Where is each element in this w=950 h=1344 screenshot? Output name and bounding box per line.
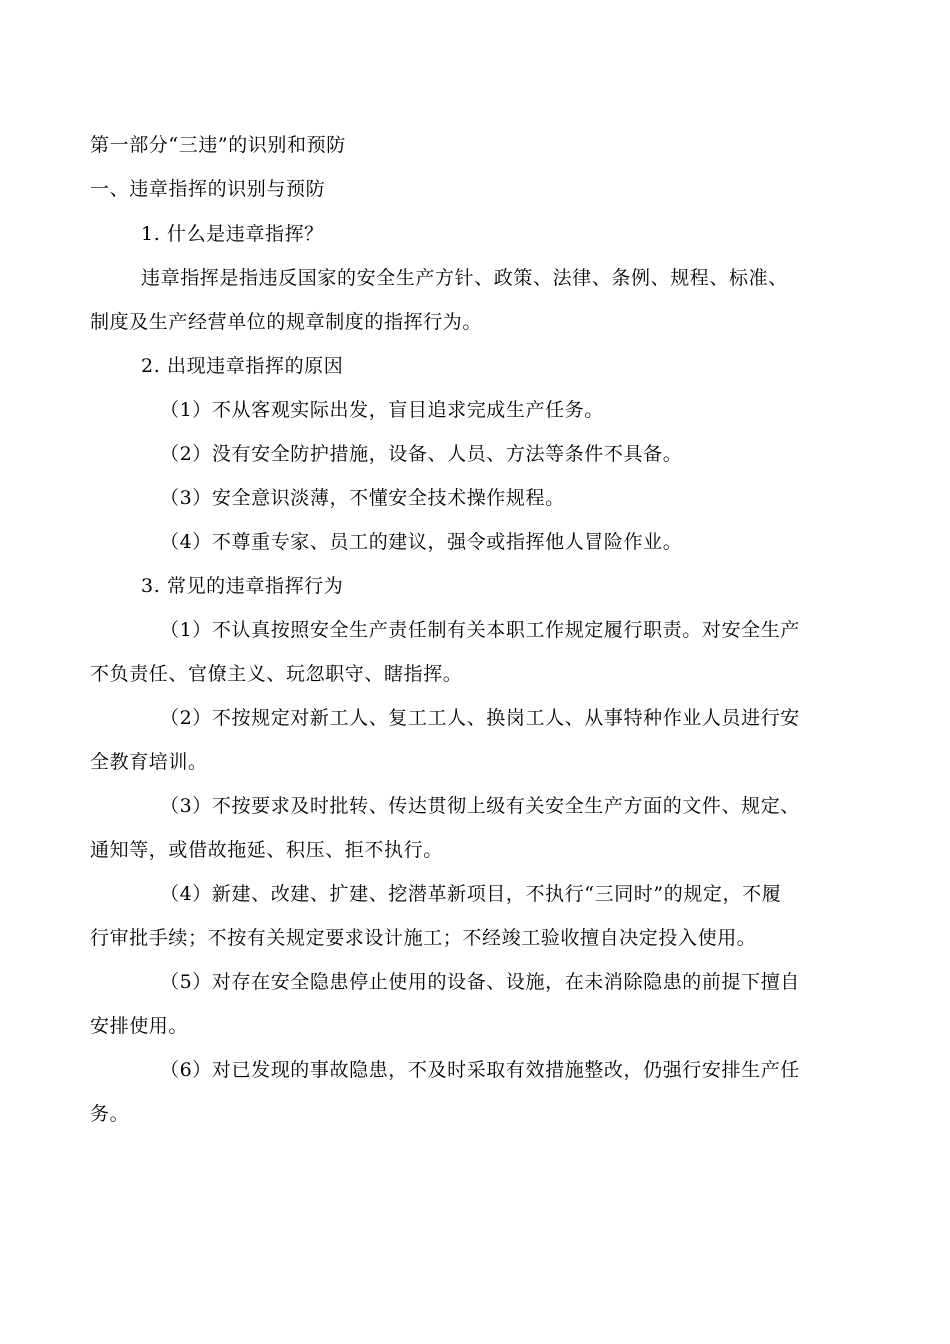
q1-definition-line1: 违章指挥是指违反国家的安全生产方针、政策、法律、条例、规程、标准、 [141, 267, 788, 289]
q3-item-2-line1: （2）不按规定对新工人、复工工人、换岗工人、从事特种作业人员进行安 [160, 707, 800, 729]
q3-heading: 3. 常见的违章指挥行为 [141, 575, 344, 597]
q3-item-6-line1: （6）对已发现的事故隐患，不及时采取有效措施整改，仍强行安排生产任 [160, 1059, 800, 1081]
q3-item-5-line1: （5）对存在安全隐患停止使用的设备、设施，在未消除隐患的前提下擅自 [160, 971, 800, 993]
q3-item-6-line2: 务。 [90, 1103, 130, 1125]
q3-item-3-line2: 通知等，或借故拖延、积压、拒不执行。 [90, 839, 443, 861]
q2-item-1: （1）不从客观实际出发，盲目追求完成生产任务。 [160, 399, 604, 421]
part-title: 第一部分“三违”的识别和预防 [90, 134, 346, 156]
q2-heading: 2. 出现违章指挥的原因 [141, 355, 344, 377]
q3-item-1-line1: （1）不认真按照安全生产责任制有关本职工作规定履行职责。对安全生产 [160, 619, 800, 641]
q2-item-3: （3）安全意识淡薄，不懂安全技术操作规程。 [160, 487, 565, 509]
q3-item-1-line2: 不负责任、官僚主义、玩忽职守、瞎指挥。 [90, 663, 463, 685]
q1-definition-line2: 制度及生产经营单位的规章制度的指挥行为。 [90, 311, 483, 333]
q3-item-2-line2: 全教育培训。 [90, 751, 208, 773]
q2-item-4: （4）不尊重专家、员工的建议，强令或指挥他人冒险作业。 [160, 531, 683, 553]
q3-item-4-line2: 行审批手续；不按有关规定要求设计施工；不经竣工验收擅自决定投入使用。 [90, 927, 757, 949]
q3-item-4-line1: （4）新建、改建、扩建、挖潜革新项目，不执行“三同时”的规定，不履 [160, 883, 782, 905]
q1-heading: 1. 什么是违章指挥？ [141, 223, 324, 245]
q3-item-3-line1: （3）不按要求及时批转、传达贯彻上级有关安全生产方面的文件、规定、 [160, 795, 800, 817]
q2-item-2: （2）没有安全防护措施，设备、人员、方法等条件不具备。 [160, 443, 683, 465]
section-title: 一、违章指挥的识别与预防 [90, 178, 326, 200]
q3-item-5-line2: 安排使用。 [90, 1015, 189, 1037]
